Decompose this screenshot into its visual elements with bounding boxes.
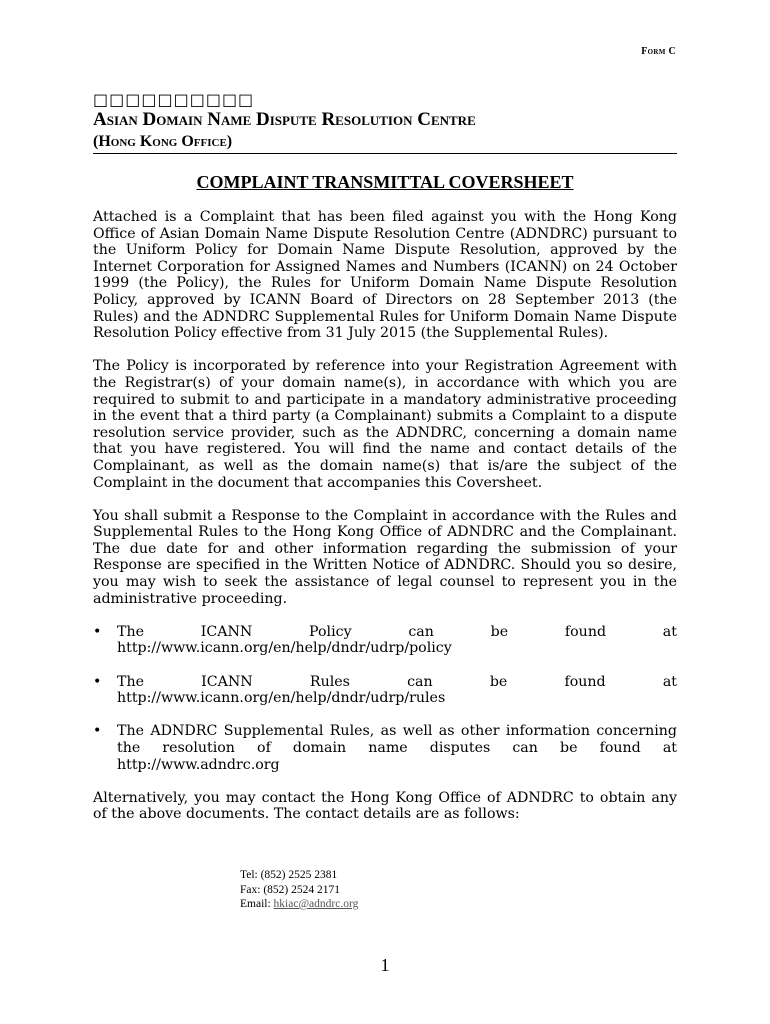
document-body bbox=[93, 209, 677, 840]
word: Policy bbox=[309, 623, 352, 640]
page-number: 1 bbox=[380, 955, 390, 975]
form-label: Form C bbox=[641, 46, 676, 57]
bullet-icon: • bbox=[93, 623, 102, 640]
word: Rules bbox=[309, 673, 350, 690]
adndrc-rules-text: The ADNDRC Supplemental Rules, as well as other information concerning the resolution of domain name disputes can be found at http://www.adndrc.org bbox=[117, 723, 677, 773]
contact-fax: Fax: (852) 2524 2171 bbox=[240, 883, 340, 896]
icann-policy-link[interactable]: http://www.icann.org/en/help/dndr/udrp/policy bbox=[117, 640, 452, 657]
bullet-icon: • bbox=[93, 673, 102, 690]
organization-title: Asian Domain Name Dispute Resolution Centre bbox=[93, 109, 476, 130]
paragraph-response: You shall submit a Response to the Complaint in accordance with the Rules and Supplemental Rules to the Hong Kong Office of ADNDRC and the Complainant. The due date for and other information regarding the submission of your Response are specified in the Written Notice of ADNDRC. Should you so desire, you may wish to seek the assistance of legal counsel to represent you in the administrative proceeding. bbox=[93, 507, 677, 607]
word: at bbox=[662, 623, 677, 640]
word: can bbox=[407, 673, 433, 690]
word: be bbox=[490, 623, 509, 640]
list-item-icann-rules bbox=[93, 674, 677, 707]
contact-details bbox=[240, 868, 358, 912]
list-item-adndrc-rules bbox=[93, 723, 677, 773]
paragraph-intro: Attached is a Complaint that has been filed against you with the Hong Kong Office of Asian Domain Name Dispute Resolution Centre (ADNDRC) pursuant to the Uniform Policy for Domain Name Dispute Resolution, approved by the Internet Corporation for Assigned Names and Numbers (ICANN) on 24 October 1999 (the Policy), the Rules for Uniform Domain Name Dispute Resolution Policy, approved by ICANN Board of Directors on 28 September 2013 (the Rules) and the ADNDRC Supplemental Rules for Uniform Domain Name Dispute Resolution Policy effective from 31 July 2015 (the Supplemental Rules). bbox=[93, 209, 677, 342]
word: ICANN bbox=[200, 623, 253, 640]
paragraph-closing: Alternatively, you may contact the Hong Kong Office of ADNDRC to obtain any of the above documents. The contact details are as follows: bbox=[93, 789, 677, 823]
header-divider bbox=[93, 153, 677, 154]
word: ICANN bbox=[201, 673, 253, 690]
document-heading: COMPLAINT TRANSMITTAL COVERSHEET bbox=[196, 172, 574, 192]
email-link[interactable]: hkiac@adndrc.org bbox=[273, 898, 359, 910]
word: can bbox=[408, 623, 434, 640]
icann-rules-link[interactable]: http://www.icann.org/en/help/dndr/udrp/rules bbox=[117, 690, 446, 707]
chinese-title: □□□□□□□□□□ bbox=[93, 90, 255, 109]
word: The bbox=[117, 623, 144, 640]
organization-office: (Hong Kong Office) bbox=[93, 133, 233, 150]
bullet-text-line bbox=[117, 624, 677, 641]
list-item-icann-policy bbox=[93, 624, 677, 657]
bullet-icon: • bbox=[93, 723, 102, 740]
word: be bbox=[489, 673, 508, 690]
contact-email-line bbox=[240, 897, 358, 912]
resource-list bbox=[93, 624, 677, 773]
contact-tel: Tel: (852) 2525 2381 bbox=[240, 869, 338, 881]
word: The bbox=[117, 673, 144, 690]
word: found bbox=[564, 673, 606, 690]
email-label: Email: bbox=[240, 898, 274, 910]
paragraph-policy: The Policy is incorporated by reference into your Registration Agreement with the Registrar(s) of your domain name(s), in accordance with which you are required to submit to and participate in a mandatory administrative proceeding in the event that a third party (a Complainant) submits a Complaint to a dispute resolution service provider, such as the ADNDRC, concerning a domain name that you have registered. You will find the name and contact details of the Complainant, as well as the domain name(s) that is/are the subject of the Complaint in the document that accompanies this Coversheet. bbox=[93, 358, 677, 491]
word: at bbox=[662, 673, 677, 690]
word: found bbox=[564, 623, 607, 640]
bullet-text-line bbox=[117, 674, 677, 691]
